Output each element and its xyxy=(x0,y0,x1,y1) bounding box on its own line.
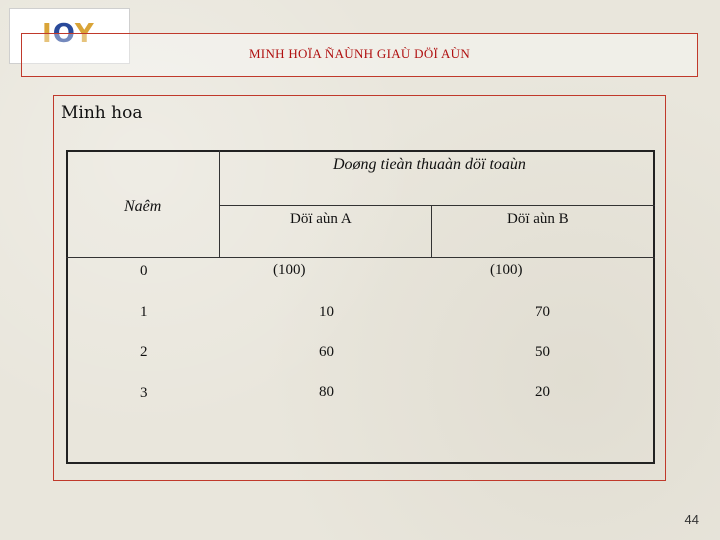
row-value-a: 60 xyxy=(319,344,334,360)
row-value-b: 70 xyxy=(535,304,550,320)
column-header-b: Döï aùn B xyxy=(507,211,569,227)
table-divider-year xyxy=(219,150,220,258)
row-value-b: 20 xyxy=(535,384,550,400)
logo-letter-y: Y xyxy=(74,19,95,49)
year-header: Naêm xyxy=(124,198,162,215)
row-value-b: (100) xyxy=(490,262,523,278)
group-header: Doøng tieàn thuaàn döï toaùn xyxy=(333,156,526,173)
slide-title: MINH HOÏA ÑAÙNH GIAÙ DÖÏ AÙN xyxy=(248,46,471,61)
row-year: 3 xyxy=(140,385,148,401)
table-divider-group xyxy=(219,205,655,206)
logo-letter-o: O xyxy=(52,19,75,49)
row-value-a: 10 xyxy=(319,304,334,320)
logo-letter-i: I xyxy=(42,19,53,49)
column-header-a: Döï aùn A xyxy=(290,211,352,227)
table-divider-header xyxy=(66,257,655,258)
table-divider-projects xyxy=(431,205,432,258)
row-year: 1 xyxy=(140,304,148,320)
row-year: 2 xyxy=(140,344,148,360)
header-box xyxy=(21,33,698,77)
section-label: Minh hoa xyxy=(61,103,143,123)
row-year: 0 xyxy=(140,263,148,279)
row-value-b: 50 xyxy=(535,344,550,360)
row-value-a: 80 xyxy=(319,384,334,400)
row-value-a: (100) xyxy=(273,262,306,278)
page-number: 44 xyxy=(684,512,699,527)
